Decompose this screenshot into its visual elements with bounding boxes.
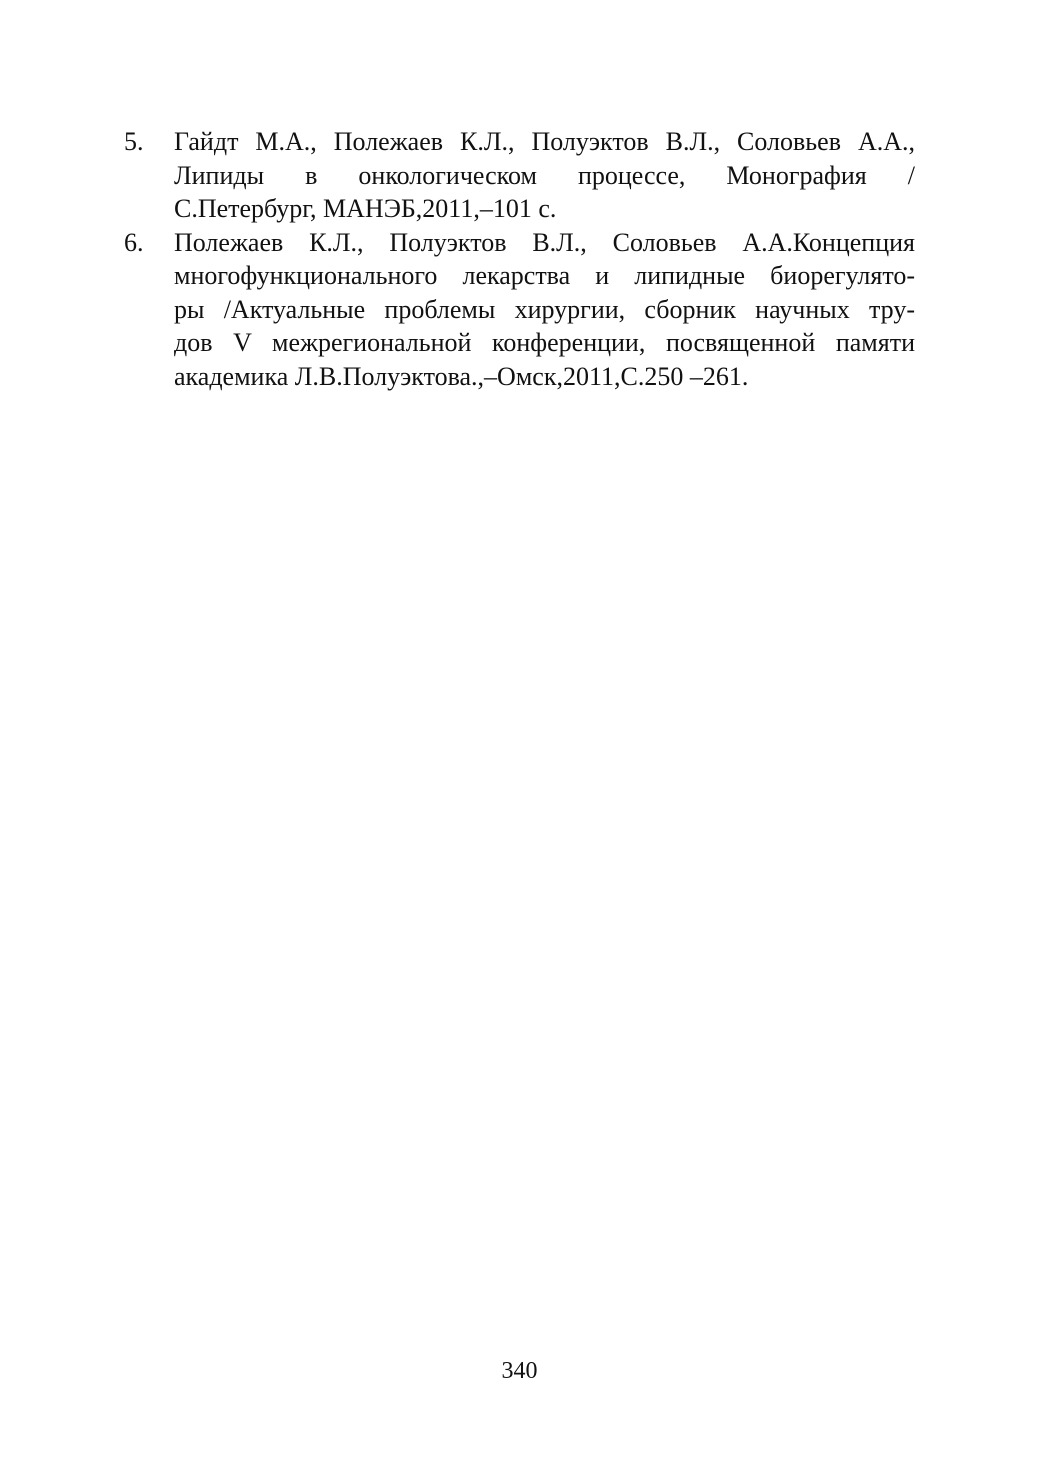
reference-text-line: Полежаев К.Л., Полуэктов В.Л., Соловьев А.А.Концепция <box>174 227 915 257</box>
page-number: 340 <box>501 1358 538 1384</box>
reference-text-line: академика Л.В.Полуэктова.,–Омск,2011,С.250 –261. <box>174 361 749 391</box>
reference-text-line: С.Петербург, МАНЭБ,2011,–101 с. <box>174 194 557 223</box>
reference-text-line: дов V межрегиональной конференции, посвященной памяти <box>174 328 915 357</box>
reference-number: 5. <box>124 127 144 156</box>
reference-item-6 <box>120 226 915 394</box>
reference-number: 6. <box>124 227 144 257</box>
reference-item-5 <box>120 125 915 226</box>
reference-text-line: Гайдт М.А., Полежаев К.Л., Полуэктов В.Л., Соловьев А.А., <box>174 127 915 156</box>
reference-text-line: Липиды в онкологическом процессе, Монография / <box>174 160 915 190</box>
reference-text-line: ры /Актуальные проблемы хирургии, сборник научных тру- <box>174 294 915 324</box>
reference-list <box>120 125 915 393</box>
reference-text-line: многофункционального лекарства и липидные биорегулято- <box>174 261 915 290</box>
